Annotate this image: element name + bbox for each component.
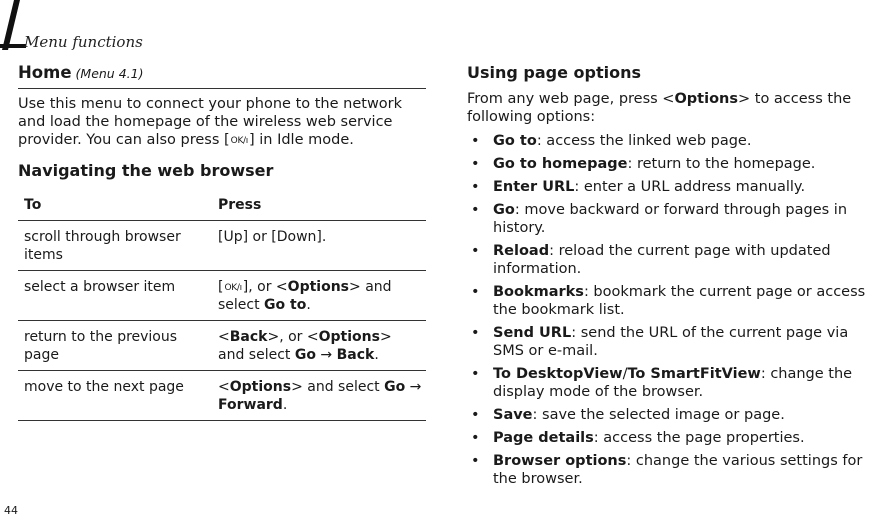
- header-decoration: [0, 0, 26, 50]
- press-text: <: [218, 329, 230, 345]
- press-text: .: [306, 297, 311, 313]
- option-term: Go to homepage: [493, 156, 628, 172]
- header-title: Menu functions: [24, 33, 143, 51]
- bullet-icon: •: [471, 407, 480, 423]
- menu-label: Go to: [264, 297, 307, 313]
- press-text: ], or <: [242, 279, 288, 295]
- home-title: Home: [18, 63, 72, 82]
- options-list: [467, 132, 870, 488]
- page-options-intro: [467, 90, 870, 126]
- bullet-icon: •: [471, 430, 480, 446]
- option-desc: : access the page properties.: [593, 430, 805, 446]
- row-to: scroll through browser items: [18, 221, 214, 271]
- menu-label: Go: [384, 379, 406, 395]
- heading-rule: [18, 88, 426, 89]
- list-item: [467, 132, 870, 150]
- row-press: [214, 221, 426, 271]
- menu-label: Go: [294, 347, 316, 363]
- bullet-icon: •: [471, 243, 480, 259]
- bullet-icon: •: [471, 179, 480, 195]
- menu-ref: (Menu 4.1): [75, 66, 144, 81]
- press-text: <: [218, 379, 230, 395]
- press-text: [Up] or [Down].: [218, 229, 327, 245]
- bullet-icon: •: [471, 284, 480, 300]
- nav-table: [18, 193, 426, 421]
- list-item: [467, 406, 870, 424]
- press-text: >, or <: [267, 329, 319, 345]
- softkey-label: Back: [229, 329, 268, 345]
- bullet-icon: •: [471, 202, 480, 218]
- home-heading: [18, 62, 426, 85]
- option-desc: : change the display mode of the browser.: [493, 366, 853, 400]
- option-term: Save: [493, 407, 533, 423]
- table-row: [18, 321, 426, 371]
- option-desc: : enter a URL address manually.: [574, 179, 806, 195]
- row-to: return to the previous page: [18, 321, 214, 371]
- ok-key-icon: OK/ı: [224, 283, 242, 293]
- press-text: .: [282, 397, 288, 413]
- page-number: 44: [4, 504, 18, 517]
- table-row: [18, 221, 426, 271]
- press-text: > and select: [291, 379, 385, 395]
- nav-heading: Navigating the web browser: [18, 161, 274, 180]
- bullet-icon: •: [471, 453, 480, 469]
- option-desc: : access the linked web page.: [536, 133, 752, 149]
- press-text: > and select: [218, 279, 392, 313]
- option-term: Page details: [493, 430, 594, 446]
- list-item: [467, 178, 870, 196]
- list-item: [467, 155, 870, 173]
- option-term: To SmartFitView: [627, 366, 761, 382]
- option-term: Bookmarks: [493, 284, 584, 300]
- row-press: [214, 271, 426, 321]
- table-row: [18, 371, 426, 421]
- softkey-label: Options: [674, 91, 738, 107]
- bullet-icon: •: [471, 133, 480, 149]
- col-press-header: Press: [214, 193, 426, 221]
- press-text: .: [374, 347, 379, 363]
- list-item: [467, 283, 870, 319]
- press-text: [: [218, 279, 224, 295]
- menu-label: Forward: [218, 397, 283, 413]
- intro-text-a: From any web page, press <: [467, 91, 675, 107]
- row-press: [214, 371, 426, 421]
- bullet-icon: •: [471, 156, 480, 172]
- list-item: [467, 201, 870, 237]
- option-desc: : bookmark the current page or access the bookmark list.: [493, 284, 866, 318]
- bullet-icon: •: [471, 325, 480, 341]
- option-desc: : return to the homepage.: [627, 156, 816, 172]
- row-press: [214, 321, 426, 371]
- right-column: [467, 62, 870, 493]
- intro-text-b: ] in Idle mode.: [248, 132, 354, 148]
- list-item: [467, 324, 870, 360]
- home-intro: [18, 95, 426, 149]
- softkey-label: Options: [229, 379, 292, 395]
- option-term: Go to: [493, 133, 537, 149]
- row-to: select a browser item: [18, 271, 214, 321]
- press-text: > and select: [218, 329, 392, 363]
- ok-key-icon: OK/ı: [230, 136, 248, 146]
- option-sep: /: [622, 366, 628, 382]
- list-item: [467, 242, 870, 278]
- option-term: To DesktopView: [493, 366, 623, 382]
- table-row: [18, 271, 426, 321]
- option-term: Go: [493, 202, 515, 218]
- row-to: move to the next page: [18, 371, 214, 421]
- option-desc: : move backward or forward through pages in history.: [493, 202, 848, 236]
- softkey-label: Options: [318, 329, 380, 345]
- col-to-header: To: [18, 193, 214, 221]
- softkey-label: Options: [287, 279, 350, 295]
- option-term: Reload: [493, 243, 550, 259]
- list-item: [467, 429, 870, 447]
- option-desc: : save the selected image or page.: [532, 407, 785, 423]
- option-term: Send URL: [493, 325, 572, 341]
- page-options-heading: Using page options: [467, 63, 642, 82]
- left-column: [18, 62, 426, 421]
- list-item: [467, 452, 870, 488]
- bullet-icon: •: [471, 366, 480, 382]
- option-term: Browser options: [493, 453, 627, 469]
- arrow-icon: →: [315, 347, 337, 363]
- intro-text-a: Use this menu to connect your phone to the network and load the homepage of the wireless web service provider. You can also press [: [18, 96, 403, 148]
- arrow-icon: →: [405, 379, 422, 395]
- intro-text-b: > to access the following options:: [467, 91, 852, 125]
- list-item: [467, 365, 870, 401]
- menu-label: Back: [336, 347, 375, 363]
- table-header-row: [18, 193, 426, 221]
- option-desc: : reload the current page with updated information.: [493, 243, 831, 277]
- option-desc: : send the URL of the current page via SMS or e-mail.: [493, 325, 849, 359]
- option-desc: : change the various settings for the browser.: [493, 453, 863, 487]
- option-term: Enter URL: [493, 179, 575, 195]
